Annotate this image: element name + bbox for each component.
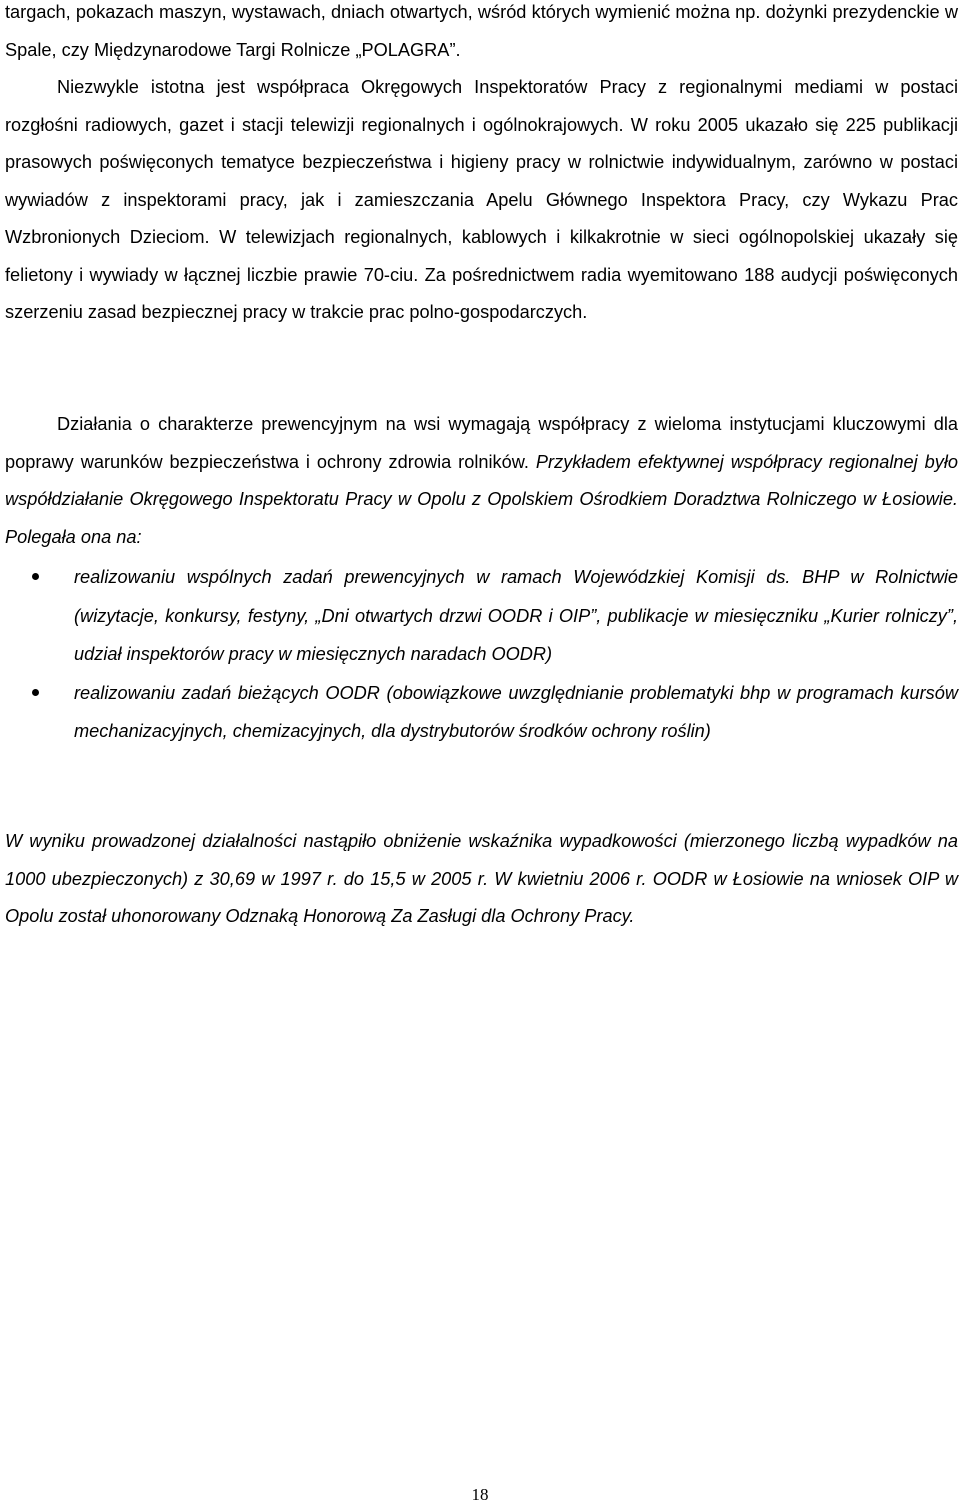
list-item bbox=[5, 558, 958, 674]
paragraph-media: Niezwykle istotna jest współpraca Okręgowych Inspektoratów Pracy z regionalnymi mediami w postaci rozgłośni radiowych, gazet i stacji telewizji regionalnych i ogólnokrajowych. W roku 2005 ukazało się 225 publikacji prasowych poświęconych tematyce bezpieczeństwa i higieny pracy w rolnictwie indywidualnym, zarówno w postaci wywiadów z inspektorami pracy, jak i zamieszczania Apelu Głównego Inspektora Pracy, czy Wykazu Prac Wzbronionych Dzieciom. W telewizjach regionalnych, kablowych i kilkakrotnie w sieci ogólnopolskiej ukazały się felietony i wywiady w łącznej liczbie prawie 70-ciu. Za pośrednictwem radia wyemitowano 188 audycji poświęconych szerzeniu zasad bezpiecznej pracy w trakcie prac polno-gospodarczych. bbox=[5, 77, 958, 322]
list-item bbox=[5, 674, 958, 751]
paragraph-media-cooperation bbox=[5, 0, 958, 332]
list-item-text: realizowaniu wspólnych zadań prewencyjnych w ramach Wojewódzkiej Komisji ds. BHP w Rolnictwie (wizytacje, konkursy, festyny, „Dni otwartych drzwi OODR i OIP”, publikacje w miesięczniku „Kurier rolniczy”, udział inspektorów pracy w miesięcznych naradach OODR) bbox=[74, 567, 958, 664]
bullet-icon bbox=[32, 573, 39, 580]
list-item-text: realizowaniu zadań bieżących OODR (obowiązkowe uwzględnianie problematyki bhp w programach kursów mechanizacyjnych, chemizacyjnych, dla dystrybutorów środków ochrony roślin) bbox=[74, 682, 958, 741]
paragraph-prevention bbox=[5, 406, 958, 556]
bullet-list bbox=[5, 558, 958, 751]
paragraph-prevention-italic: Przykładem efektywnej współpracy regionalnej było współdziałanie Okręgowego Inspektoratu Pracy w Opolu z Opolskiem Ośrodkiem Doradztwa Rolniczego w Łosiowie. Polegała ona na: bbox=[5, 451, 959, 547]
paragraph-continuation: targach, pokazach maszyn, wystawach, dniach otwartych, wśród których wymienić można np. dożynki prezydenckie w Spale, czy Międzynarodowe Targi Rolnicze „POLAGRA”. bbox=[5, 2, 958, 60]
bullet-icon bbox=[32, 689, 39, 696]
paragraph-results: W wyniku prowadzonej działalności nastąpiło obniżenie wskaźnika wypadkowości (mierzonego liczbą wypadków na 1000 ubezpieczonych) z 30,69 w 1997 r. do 15,5 w 2005 r. W kwietniu 2006 r. OODR w Łosiowie na wniosek OIP w Opolu został uhonorowany Odznaką Honorową Za Zasługi dla Ochrony Pracy. bbox=[5, 831, 958, 926]
page-number: 18 bbox=[471, 1485, 489, 1504]
paragraph-prevention-normal: Działania o charakterze prewencyjnym na wsi wymagają współpracy z wieloma instytucjami kluczowymi dla poprawy warunków bezpieczeństwa i ochrony zdrowia rolników. bbox=[5, 414, 958, 472]
